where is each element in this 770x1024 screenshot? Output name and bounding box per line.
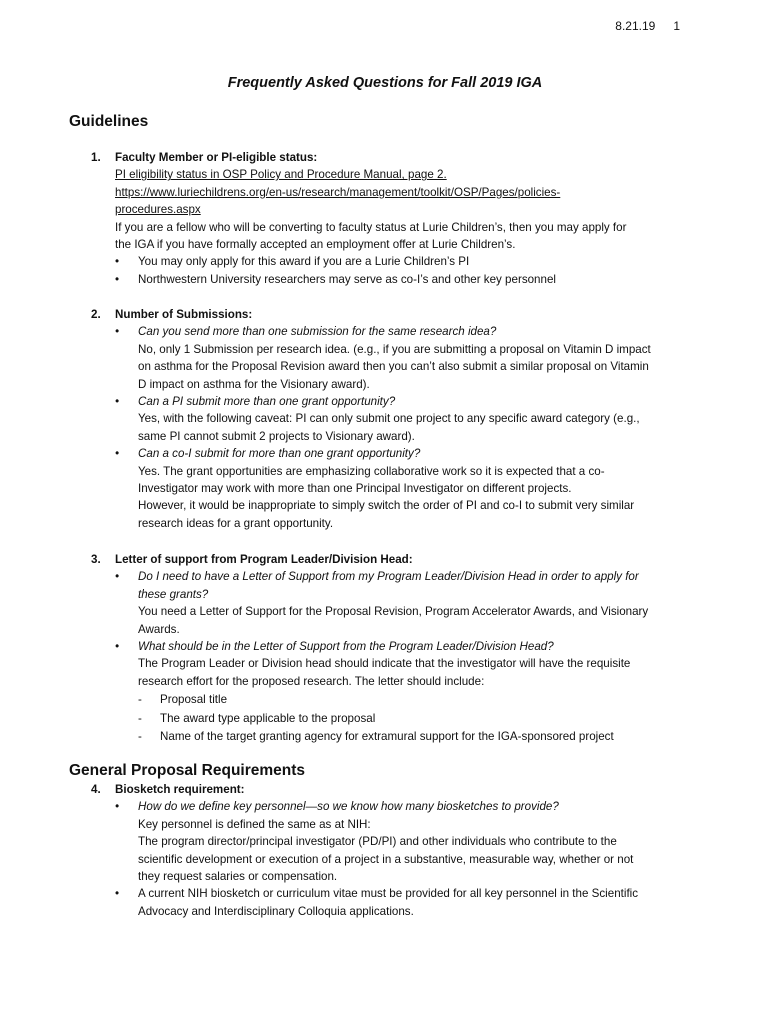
faq-heading: 2. Number of Submissions:	[91, 308, 253, 321]
faq-heading: 1. Faculty Member or PI-eligible status:	[91, 151, 318, 164]
answer-text: Investigator may work with more than one Principal Investigator on different projects.	[138, 482, 572, 496]
answer-text: research ideas for a grant opportunity.	[138, 516, 334, 530]
bullet-question: • What should be in the Letter of Support from the Program Leader/Division Head?	[115, 640, 554, 654]
answer-text: D impact on asthma for the Visionary award).	[138, 377, 370, 391]
answer-text: on asthma for the Proposal Revision award then you can’t also submit a similar proposal on Vitamin	[138, 360, 649, 374]
faq-item-2	[69, 306, 709, 532]
answer-text: However, it would be inappropriate to simply switch the order of PI and co-I to submit very similar	[138, 499, 635, 513]
section-heading-general: General Proposal Requirements	[69, 762, 306, 779]
header-page-number: 1	[673, 19, 680, 33]
answer-text: No, only 1 Submission per research idea. (e.g., if you are submitting a proposal on Vitamin D impact	[138, 342, 651, 356]
faq-item-1	[69, 149, 709, 288]
answer-text: research effort for the proposed research. The letter should include:	[138, 674, 485, 688]
answer-text: The program director/principal investigator (PD/PI) and other individuals who contribute to the	[138, 835, 617, 849]
answer-text: they request salaries or compensation.	[138, 870, 338, 884]
answer-text: You need a Letter of Support for the Proposal Revision, Program Accelerator Awards, and Visionary	[138, 605, 649, 619]
bullet-question: • Do I need to have a Letter of Support from my Program Leader/Division Head in order to apply for	[115, 570, 639, 584]
dash-item: - The award type applicable to the proposal	[138, 711, 376, 725]
body-text: If you are a fellow who will be converting to faculty status at Lurie Children’s, then you may apply for	[115, 220, 627, 234]
dash-item: - Name of the target granting agency for extramural support for the IGA-sponsored project	[138, 730, 614, 744]
answer-text: The Program Leader or Division head should indicate that the investigator will have the requisite	[138, 657, 631, 671]
answer-text: Advocacy and Interdisciplinary Colloquia applications.	[138, 904, 414, 918]
answer-text: scientific development or execution of a project in a substantive, measurable way, whether or not	[138, 852, 634, 866]
section-heading-guidelines: Guidelines	[69, 113, 149, 130]
policies-url-link-cont[interactable]: procedures.aspx	[115, 203, 201, 217]
answer-text: Yes, with the following caveat: PI can only submit one project to any specific award category (e.g.,	[138, 412, 640, 426]
pi-eligibility-link[interactable]: PI eligibility status in OSP Policy and Procedure Manual, page 2.	[115, 168, 447, 182]
bullet-question: • Can a PI submit more than one grant opportunity?	[115, 395, 396, 409]
answer-text: Awards.	[138, 622, 180, 636]
dash-item: - Proposal title	[138, 693, 228, 707]
bullet-question: • How do we define key personnel—so we know how many biosketches to provide?	[115, 800, 559, 814]
answer-text: Key personnel is defined the same as at NIH:	[138, 817, 371, 831]
faq-heading: 4. Biosketch requirement:	[91, 783, 245, 796]
bullet-question: • Can a co-I submit for more than one grant opportunity?	[115, 447, 421, 461]
bullet-item: • A current NIH biosketch or curriculum vitae must be provided for all key personnel in the Scientific	[115, 887, 639, 901]
header-date: 8.21.19	[615, 19, 656, 33]
answer-text: Yes. The grant opportunities are emphasizing collaborative work so it is expected that a co-	[138, 464, 605, 478]
page-header	[615, 19, 680, 33]
bullet-question: • Can you send more than one submission for the same research idea?	[115, 325, 497, 339]
faq-item-3	[69, 551, 709, 745]
faq-heading: 3. Letter of support from Program Leader/Division Head:	[91, 553, 413, 566]
faq-item-4	[69, 781, 709, 920]
bullet-item: • Northwestern University researchers may serve as co-I’s and other key personnel	[115, 272, 556, 286]
document-title: Frequently Asked Questions for Fall 2019 IGA	[227, 75, 543, 91]
body-text: the IGA if you have formally accepted an employment offer at Lurie Children’s.	[115, 238, 516, 252]
question-text-cont: these grants?	[138, 587, 209, 601]
answer-text: same PI cannot submit 2 projects to Visionary award).	[138, 429, 415, 443]
bullet-item: • You may only apply for this award if you are a Lurie Children’s PI	[115, 255, 470, 269]
policies-url-link[interactable]: https://www.luriechildrens.org/en-us/research/management/toolkit/OSP/Pages/policies-	[115, 185, 561, 199]
